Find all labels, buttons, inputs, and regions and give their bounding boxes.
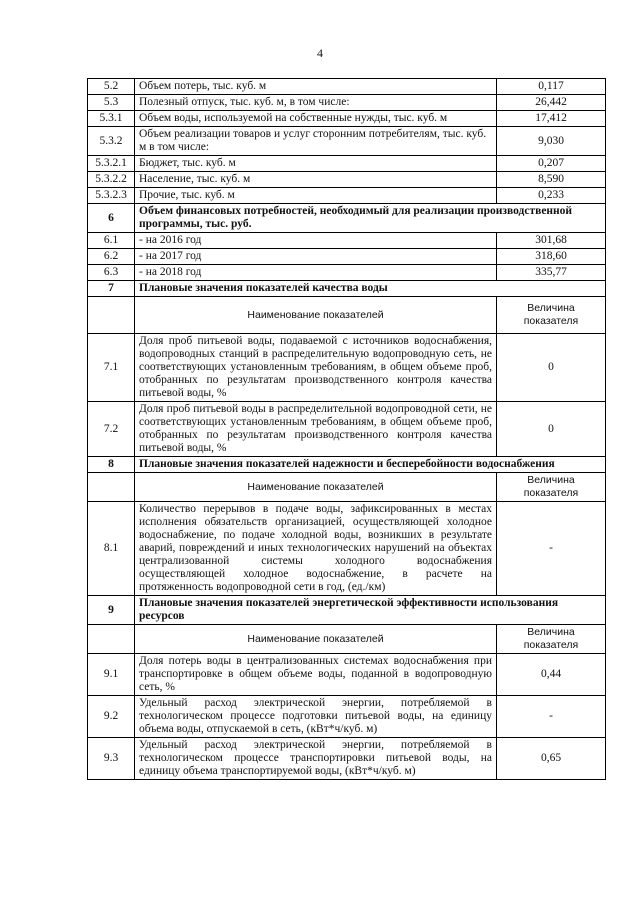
row-value: - [497, 502, 606, 596]
row-number: 6.2 [88, 249, 135, 265]
row-value: 0 [497, 334, 606, 402]
row-number: 7.2 [88, 402, 135, 457]
header-row [88, 297, 606, 334]
header-value: Величина показателя [497, 625, 606, 654]
row-value: 318,60 [497, 249, 606, 265]
section-number: 6 [88, 204, 135, 233]
table-row [88, 696, 606, 738]
section-number: 7 [88, 281, 135, 297]
section-row [88, 204, 606, 233]
row-value: 9,030 [497, 127, 606, 156]
row-number: 6.3 [88, 265, 135, 281]
row-value: 0,44 [497, 654, 606, 696]
row-text: Доля проб питьевой воды в распределительной водопроводной сети, не соответствующих установленным требованиям, в общем объеме проб, отобранных по результатам производственного контроля качества питьевой воды, % [135, 402, 497, 457]
section-title: Объем финансовых потребностей, необходимый для реализации производственной программы, тыс. руб. [135, 204, 606, 233]
header-row [88, 625, 606, 654]
row-text: - на 2017 год [135, 249, 497, 265]
header-blank [88, 625, 135, 654]
table-row [88, 79, 606, 95]
row-number: 5.3.2 [88, 127, 135, 156]
row-number: 9.3 [88, 738, 135, 780]
row-number: 9.2 [88, 696, 135, 738]
header-value: Величина показателя [497, 473, 606, 502]
section-row [88, 596, 606, 625]
table-row [88, 188, 606, 204]
section-row [88, 457, 606, 473]
row-value: - [497, 696, 606, 738]
row-number: 5.2 [88, 79, 135, 95]
row-text: Удельный расход электрической энергии, потребляемой в технологическом процессе транспортировки питьевой воды, на единицу объема транспортируемой воды, (кВт*ч/куб. м) [135, 738, 497, 780]
row-value: 0,117 [497, 79, 606, 95]
table-row [88, 172, 606, 188]
page-number: 4 [317, 46, 323, 60]
row-value: 0,233 [497, 188, 606, 204]
row-text: Доля проб питьевой воды, подаваемой с источников водоснабжения, водопроводных станций в распределительную водопроводную сеть, не соответствующих установленным требованиям, в общем объеме проб, отобранных по результатам производственного контроля качества питьевой воды, % [135, 334, 497, 402]
row-value: 26,442 [497, 95, 606, 111]
row-text: - на 2018 год [135, 265, 497, 281]
header-blank [88, 473, 135, 502]
table-row [88, 654, 606, 696]
row-value: 0,207 [497, 156, 606, 172]
table-row [88, 249, 606, 265]
row-value: 17,412 [497, 111, 606, 127]
row-text: Объем воды, используемой на собственные нужды, тыс. куб. м [135, 111, 497, 127]
row-text: Полезный отпуск, тыс. куб. м, в том числе: [135, 95, 497, 111]
row-number: 6.1 [88, 233, 135, 249]
row-number: 9.1 [88, 654, 135, 696]
row-number: 5.3.1 [88, 111, 135, 127]
row-value: 8,590 [497, 172, 606, 188]
section-row [88, 281, 606, 297]
header-name: Наименование показателей [135, 625, 497, 654]
section-title: Плановые значения показателей качества воды [135, 281, 606, 297]
row-number: 5.3 [88, 95, 135, 111]
row-text: Прочие, тыс. куб. м [135, 188, 497, 204]
row-number: 7.1 [88, 334, 135, 402]
row-number: 5.3.2.1 [88, 156, 135, 172]
header-name: Наименование показателей [135, 473, 497, 502]
row-text: Население, тыс. куб. м [135, 172, 497, 188]
row-text: - на 2016 год [135, 233, 497, 249]
section-number: 8 [88, 457, 135, 473]
header-value: Величина показателя [497, 297, 606, 334]
table-row [88, 111, 606, 127]
header-row [88, 473, 606, 502]
table-row [88, 127, 606, 156]
header-name: Наименование показателей [135, 297, 497, 334]
header-blank [88, 297, 135, 334]
row-value: 0,65 [497, 738, 606, 780]
table-row [88, 334, 606, 402]
row-text: Количество перерывов в подаче воды, зафиксированных в местах исполнения обязательств организацией, осуществляющей холодное водоснабжение, по подаче холодной воды, возникших в результате аварий, повреждений и иных технологических нарушений на объектах централизованной системы холодного водоснабжения осуществляющей холодное водоснабжение, в расчете на протяженность водопроводной сети в год, (ед./км) [135, 502, 497, 596]
row-text: Объем потерь, тыс. куб. м [135, 79, 497, 95]
table-row [88, 156, 606, 172]
row-value: 301,68 [497, 233, 606, 249]
section-title: Плановые значения показателей энергетической эффективности использования ресурсов [135, 596, 606, 625]
row-text: Удельный расход электрической энергии, потребляемой в технологическом процессе подготовки питьевой воды, на единицу объема воды, отпускаемой в сеть, (кВт*ч/куб. м) [135, 696, 497, 738]
row-text: Доля потерь воды в централизованных системах водоснабжения при транспортировке в общем объеме воды, поданной в водопроводную сеть, % [135, 654, 497, 696]
section-title: Плановые значения показателей надежности и бесперебойности водоснабжения [135, 457, 606, 473]
row-value: 335,77 [497, 265, 606, 281]
row-text: Бюджет, тыс. куб. м [135, 156, 497, 172]
row-value: 0 [497, 402, 606, 457]
section-number: 9 [88, 596, 135, 625]
row-number: 5.3.2.3 [88, 188, 135, 204]
table-row [88, 265, 606, 281]
row-number: 8.1 [88, 502, 135, 596]
table-row [88, 95, 606, 111]
table-row [88, 233, 606, 249]
row-number: 5.3.2.2 [88, 172, 135, 188]
row-text: Объем реализации товаров и услуг сторонним потребителям, тыс. куб. м в том числе: [135, 127, 497, 156]
table-row [88, 402, 606, 457]
program-table [87, 78, 606, 780]
table-row [88, 502, 606, 596]
table-row [88, 738, 606, 780]
